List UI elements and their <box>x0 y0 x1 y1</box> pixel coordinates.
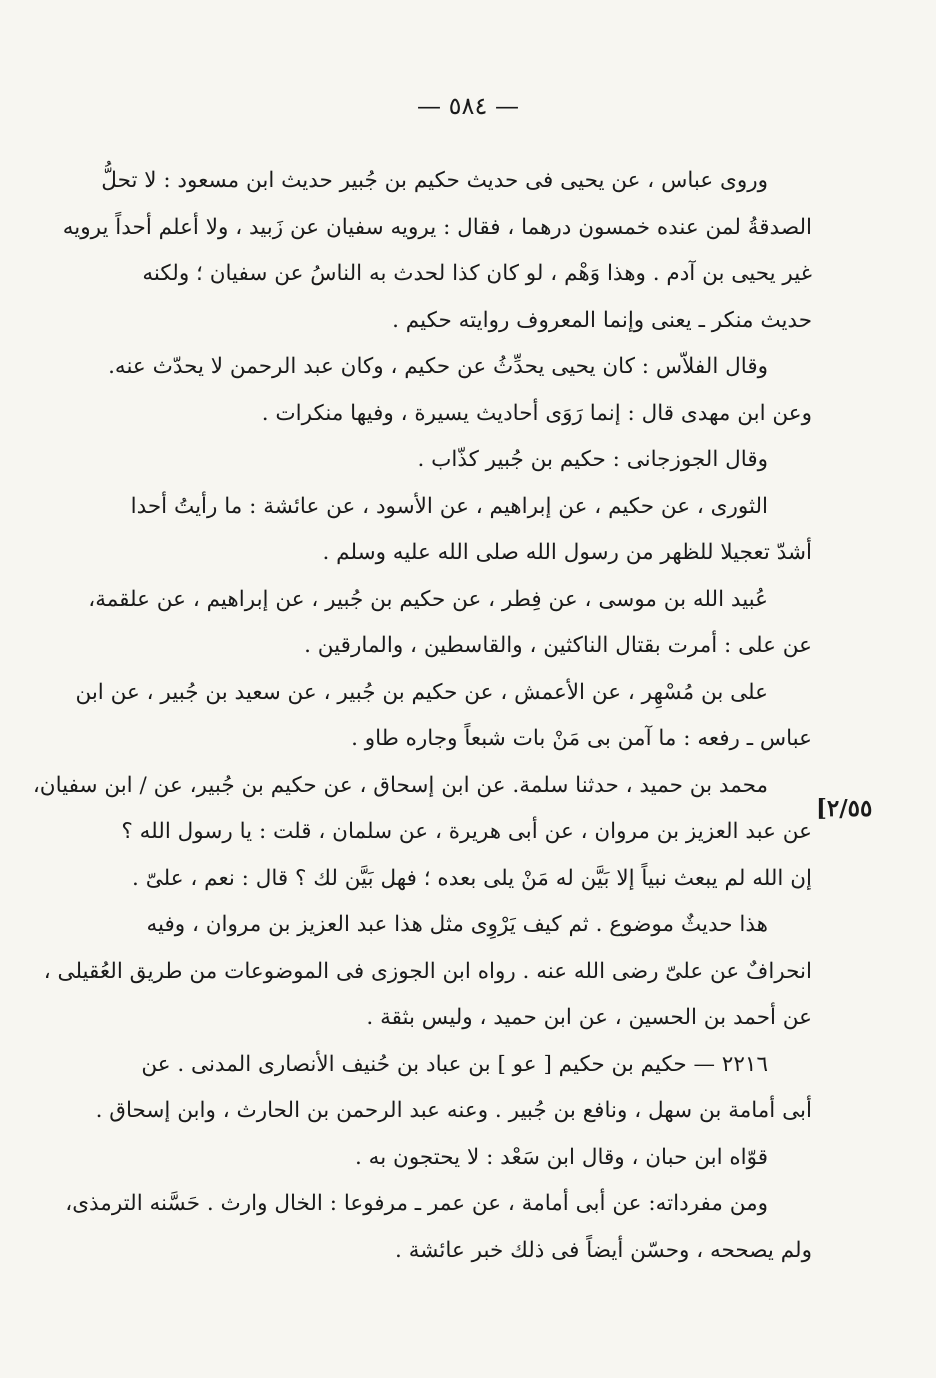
text-line: إن الله لم يبعث نبياً إلا بَيَّن له مَنْ يلى بعده ؛ فهل بَيَّن لك ؟ قال : نعم ، علىّ . <box>132 865 812 891</box>
text-line: ٢٢١٦ — حكيم بن حكيم [ عو ] بن عباد بن حُنيف الأنصارى المدنى . عن <box>141 1051 768 1077</box>
text-line: هذا حديثٌ موضوع . ثم كيف يَرْوِى مثل هذا عبد العزيز بن مروان ، وفيه <box>146 912 768 937</box>
text-line: وقال الفلاّس : كان يحيى يحدِّثُ عن حكيم ، وكان عبد الرحمن لا يحدّث عنه. <box>108 354 768 379</box>
text-line: عن على : أمرت بقتال الناكثين ، والقاسطين ، والمارقين . <box>304 633 812 658</box>
text-line: الصدقةُ لمن عنده خمسون درهما ، فقال : يرويه سفيان عن زَبيد ، ولا أعلم أحداً يرويه <box>62 214 812 240</box>
main-text <box>32 158 812 1274</box>
text-line: ولم يصححه ، وحسّن أيضاً فى ذلك خبر عائشة . <box>395 1237 812 1263</box>
text-line: عن أحمد بن الحسين ، عن ابن حميد ، وليس بثقة . <box>366 1005 812 1030</box>
text-line: ومن مفرداته: عن أبى أمامة ، عن عمر ـ مرفوعا : الخال وارث . حَسَّنه الترمذى، <box>65 1191 768 1216</box>
text-line: أشدّ تعجيلا للظهر من رسول الله صلى الله عليه وسلم . <box>322 540 812 565</box>
text-line: أبى أمامة بن سهل ، ونافع بن جُبير . وعنه عبد الرحمن بن الحارث ، وابن إسحاق . <box>95 1098 812 1123</box>
text-line: انحرافٌ عن علىّ رضى الله عنه . رواه ابن الجوزى فى الموضوعات من طريق العُقيلى ، <box>43 958 812 984</box>
text-line: قوّاه ابن حبان ، وقال ابن سَعْد : لا يحتجون به . <box>355 1144 768 1170</box>
text-line: على بن مُسْهِر ، عن الأعمش ، عن حكيم بن جُبير ، عن سعيد بن جُبير ، عن ابن <box>75 679 768 705</box>
text-line: وقال الجوزجانى : حكيم بن جُبير كذّاب . <box>417 447 768 472</box>
text-line: وروى عباس ، عن يحيى فى حديث حكيم بن جُبير حديث ابن مسعود : لا تحلُّ <box>101 168 768 193</box>
text-line: الثورى ، عن حكيم ، عن إبراهيم ، عن الأسود ، عن عائشة : ما رأيتُ أحدا <box>130 493 768 519</box>
text-line: وعن ابن مهدى قال : إنما رَوَى أحاديث يسيرة ، وفيها منكرات . <box>261 400 812 426</box>
text-line: عباس ـ رفعه : ما آمن بى مَنْ بات شبعاً وجاره طاو . <box>351 726 812 751</box>
text-line: عُبيد الله بن موسى ، عن فِطر ، عن حكيم بن جُبير ، عن إبراهيم ، عن علقمة، <box>88 586 768 612</box>
text-line: حديث منكر ـ يعنى وإنما المعروف روايته حكيم . <box>392 307 812 333</box>
text-line: عن عبد العزيز بن مروان ، عن أبى هريرة ، عن سلمان ، قلت : يا رسول الله ؟ <box>121 819 812 844</box>
margin-reference: [٢/٥٥ <box>816 795 873 822</box>
text-line: محمد بن حميد ، حدثنا سلمة. عن ابن إسحاق ، عن حكيم بن جُبير، عن / ابن سفيان، <box>32 772 768 798</box>
page-number: — ٥٨٤ — <box>417 92 519 120</box>
text-line: غير يحيى بن آدم . وهذا وَهْم ، لو كان كذا لحدث به الناسُ عن سفيان ؛ ولكنه <box>142 261 812 286</box>
